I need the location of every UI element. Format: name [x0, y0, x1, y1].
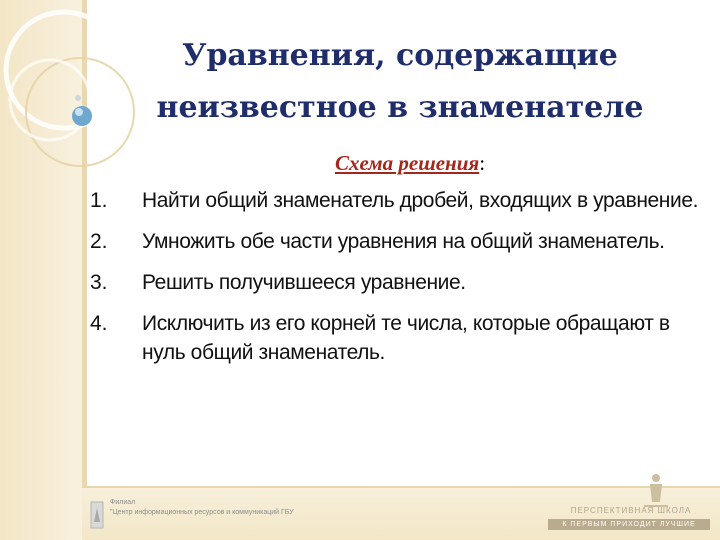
branch-logo-icon	[90, 500, 104, 530]
footer-org-line1: Филиал	[110, 499, 136, 506]
solution-scheme-label: Схема решения	[334, 151, 480, 175]
step-number: 3.	[90, 271, 108, 294]
step-number: 2.	[90, 230, 108, 253]
solution-scheme-colon: :	[479, 151, 486, 175]
school-figure-icon	[636, 470, 676, 510]
step-text: Исключить из его корней те числа, которые обращают в нуль общий знаменатель.	[142, 312, 670, 364]
step-text: Умножить обе части уравнения на общий знаменатель.	[142, 230, 665, 253]
step-number: 1.	[90, 189, 108, 212]
step-item	[90, 186, 710, 215]
step-text: Найти общий знаменатель дробей, входящих в уравнение.	[142, 189, 699, 212]
steps-list	[90, 186, 710, 379]
blue-orb-icon	[72, 106, 92, 126]
step-item	[90, 309, 710, 367]
slide-title: Уравнения, содержащие неизвестное в знаменателе	[156, 38, 644, 125]
footer-org-line2: "Центр информационных ресурсов и коммуникаций ГБУ	[110, 509, 294, 516]
step-item	[90, 268, 710, 297]
footer-organization	[110, 498, 410, 518]
brand-slogan: К ПЕРВЫМ ПРИХОДИТ ЛУЧШИЕ	[548, 519, 710, 530]
step-text: Решить получившееся уравнение.	[142, 271, 466, 294]
step-item	[90, 227, 710, 256]
step-number: 4.	[90, 312, 108, 335]
solution-scheme-heading	[100, 150, 720, 176]
brand-name: ПЕРСПЕКТИВНАЯ ШКОЛА	[570, 506, 692, 515]
